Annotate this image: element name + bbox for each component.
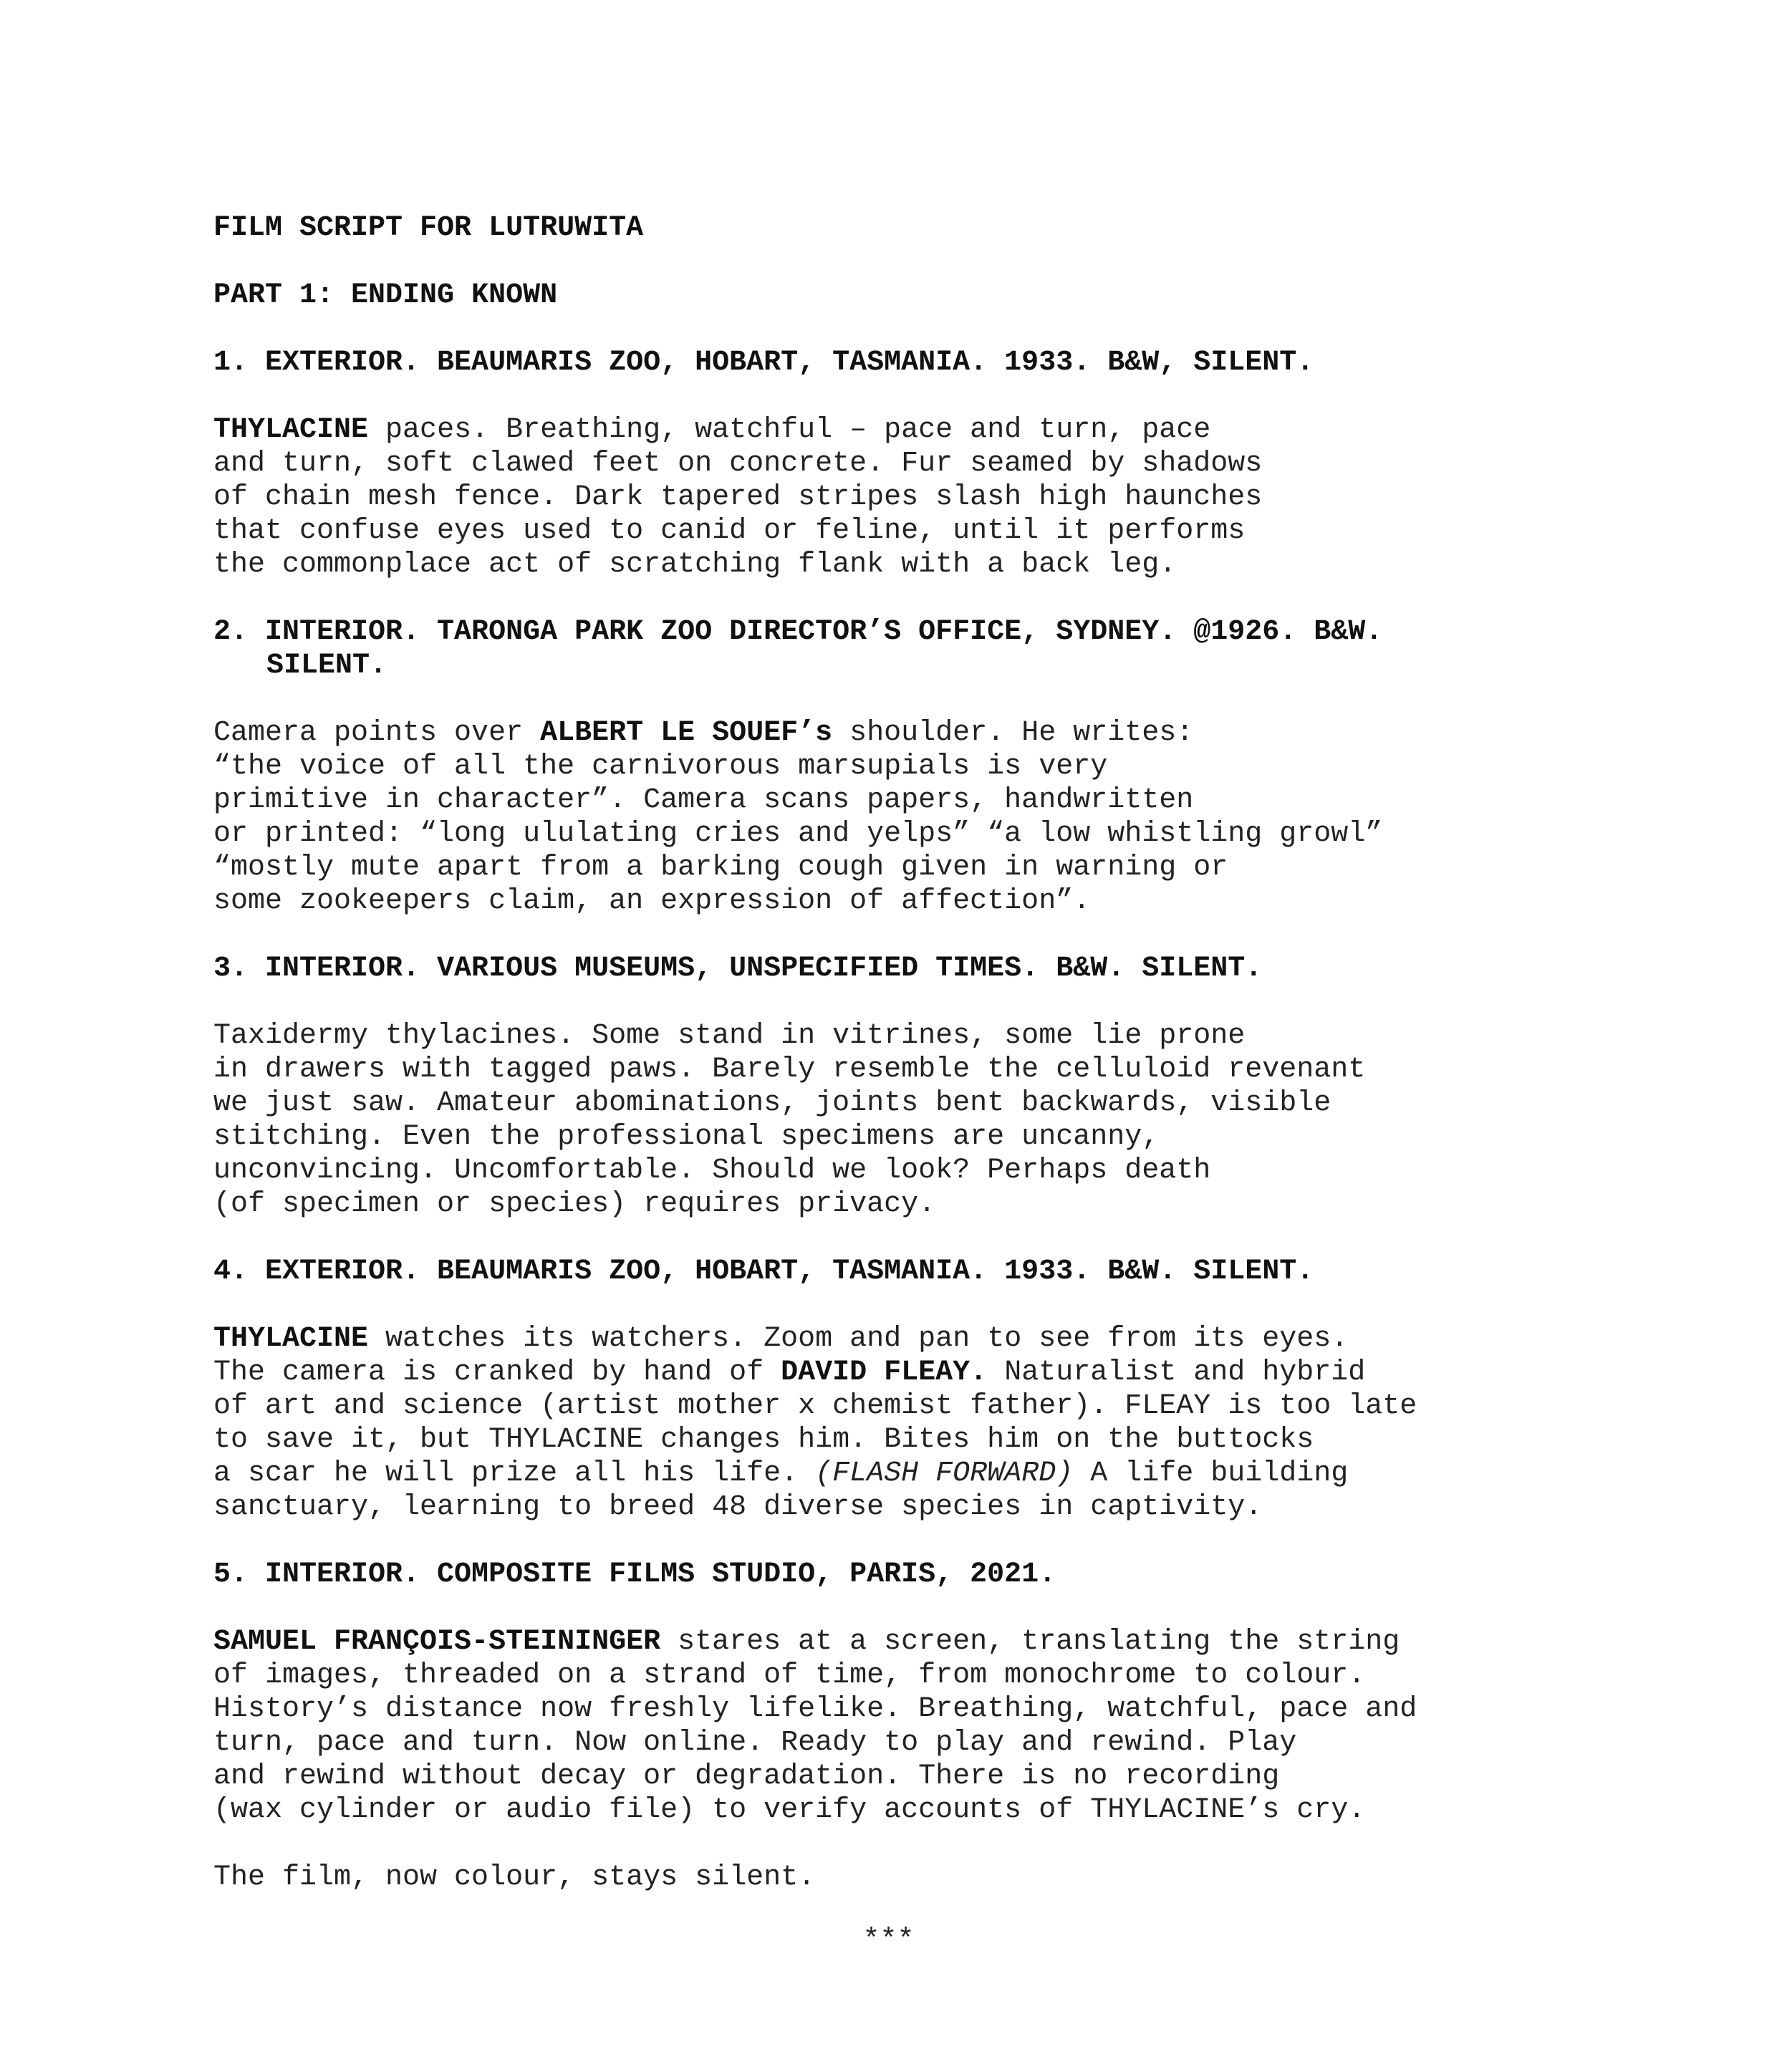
scene-3-line: in drawers with tagged paws. Barely resemble the celluloid revenant (213, 1054, 1366, 1086)
scene-1-line: that confuse eyes used to canid or feline, until it performs (213, 515, 1246, 547)
scene-2-line: some zookeepers claim, an expression of affection”. (213, 885, 1091, 917)
scene-1-line: THYLACINE paces. Breathing, watchful – pace and turn, pace (213, 414, 1211, 446)
scene-2-line: Camera points over ALBERT LE SOUEF’s shoulder. He writes: (213, 717, 1194, 749)
scene-4-line: sanctuary, learning to breed 48 diverse species in captivity. (213, 1491, 1263, 1523)
scene-5-heading: 5. INTERIOR. COMPOSITE FILMS STUDIO, PARIS, 2021. (213, 1558, 1056, 1591)
scene-3-line: unconvincing. Uncomfortable. Should we look? Perhaps death (213, 1155, 1211, 1187)
scene-1-heading: 1. EXTERIOR. BEAUMARIS ZOO, HOBART, TASMANIA. 1933. B&W, SILENT. (213, 347, 1314, 379)
scene-2-line: or printed: “long ululating cries and yelps” “a low whistling growl” (213, 818, 1383, 850)
scene-4-line: to save it, but THYLACINE changes him. Bites him on the buttocks (213, 1424, 1314, 1456)
scene-3-heading: 3. INTERIOR. VARIOUS MUSEUMS, UNSPECIFIED TIMES. B&W. SILENT. (213, 953, 1263, 985)
character-name: SAMUEL FRANÇOIS-STEININGER (213, 1626, 661, 1658)
scene-2-heading: 2. INTERIOR. TARONGA PARK ZOO DIRECTOR’S OFFICE, SYDNEY. @1926. B&W. (213, 616, 1383, 648)
section-divider: *** (862, 1924, 915, 1957)
scene-1-line: and turn, soft clawed feet on concrete. Fur seamed by shadows (213, 448, 1263, 480)
scene-2-heading-cont: SILENT. (266, 650, 387, 682)
scene-5-line: History’s distance now freshly lifelike. Breathing, watchful, pace and (213, 1693, 1417, 1725)
character-name: ALBERT LE SOUEF’s (540, 717, 833, 749)
scene-3-line: Taxidermy thylacines. Some stand in vitrines, some lie prone (213, 1020, 1246, 1052)
scene-1-line: the commonplace act of scratching flank with a back leg. (213, 549, 1177, 581)
scene-1-line: of chain mesh fence. Dark tapered stripes slash high haunches (213, 481, 1263, 514)
scene-4-heading: 4. EXTERIOR. BEAUMARIS ZOO, HOBART, TASMANIA. 1933. B&W. SILENT. (213, 1256, 1314, 1288)
scene-2-line: “the voice of all the carnivorous marsupials is very (213, 751, 1108, 783)
scene-5-line: SAMUEL FRANÇOIS-STEININGER stares at a screen, translating the string (213, 1626, 1400, 1658)
scene-5-line: and rewind without decay or degradation. There is no recording (213, 1760, 1280, 1793)
scene-4-line: The camera is cranked by hand of DAVID FLEAY. Naturalist and hybrid (213, 1357, 1366, 1389)
scene-5-line: (wax cylinder or audio file) to verify accounts of THYLACINE’s cry. (213, 1794, 1366, 1826)
scene-4-line: a scar he will prize all his life. (FLASH FORWARD) A life building (213, 1457, 1349, 1490)
scene-3-line: stitching. Even the professional specimens are uncanny, (213, 1121, 1160, 1153)
scene-2-line: “mostly mute apart from a barking cough given in warning or (213, 852, 1228, 884)
scene-4-line: THYLACINE watches its watchers. Zoom and pan to see from its eyes. (213, 1323, 1349, 1355)
closing-line: The film, now colour, stays silent. (213, 1861, 816, 1894)
character-name: THYLACINE (213, 1323, 369, 1355)
scene-3-line: we just saw. Amateur abominations, joints bent backwards, visible (213, 1087, 1331, 1119)
character-name: DAVID FLEAY. (781, 1357, 988, 1389)
part-heading: PART 1: ENDING KNOWN (213, 279, 558, 312)
scene-2-line: primitive in character”. Camera scans papers, handwritten (213, 784, 1194, 816)
scene-3-line: (of specimen or species) requires privacy. (213, 1188, 936, 1220)
scene-5-line: of images, threaded on a strand of time, from monochrome to colour. (213, 1659, 1366, 1692)
script-title: FILM SCRIPT FOR LUTRUWITA (213, 212, 644, 244)
scene-5-line: turn, pace and turn. Now online. Ready to play and rewind. Play (213, 1727, 1297, 1759)
film-script (213, 211, 1646, 1894)
scene-4-line: of art and science (artist mother x chemist father). FLEAY is too late (213, 1390, 1417, 1422)
direction-note: (FLASH FORWARD) (815, 1457, 1074, 1490)
character-name: THYLACINE (213, 414, 369, 446)
